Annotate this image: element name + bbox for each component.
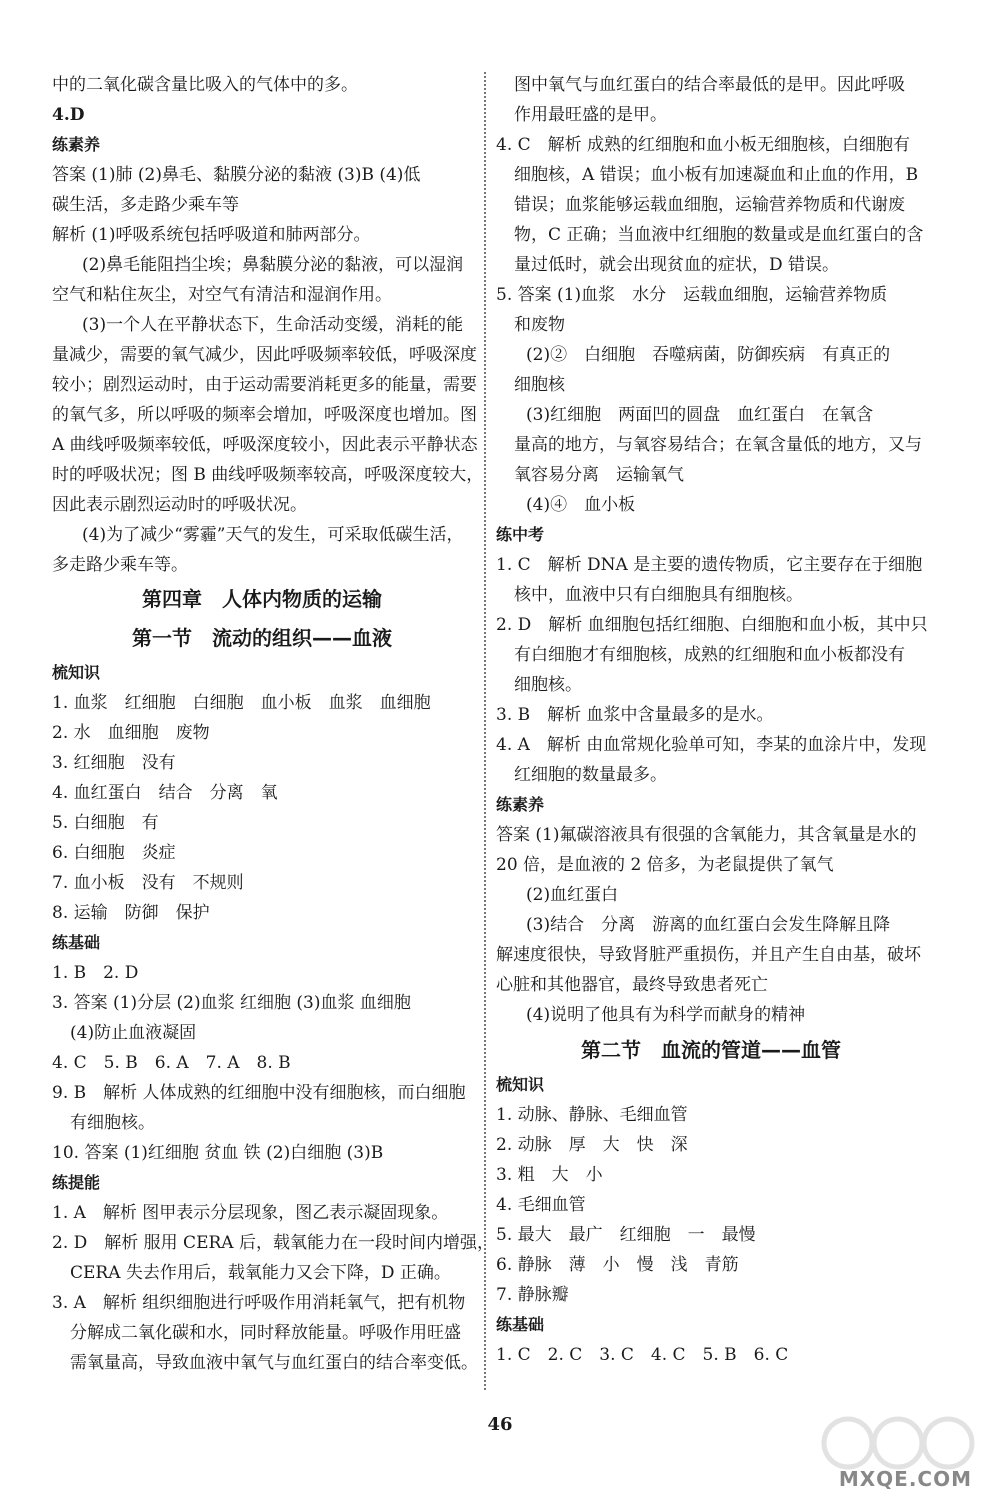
answer-line: 有白细胞才有细胞核，成熟的红细胞和血小板都没有 bbox=[514, 645, 905, 665]
answer-line: 4. 血红蛋白 结合 分离 氧 bbox=[52, 783, 278, 803]
answer-line: 细胞核，A 错误；血小板有加速凝血和止血的作用，B bbox=[514, 165, 919, 185]
exercise-section-label: 梳知识 bbox=[52, 663, 101, 682]
answer-line: 心脏和其他器官，最终导致患者死亡 bbox=[496, 975, 768, 995]
answer-line: 3. B 解析 血浆中含量最多的是水。 bbox=[496, 705, 774, 725]
answer-line: 解速度很快，导致肾脏严重损伤，并且产生自由基，破坏 bbox=[496, 945, 921, 965]
answer-line: 8. 运输 防御 保护 bbox=[52, 903, 210, 923]
answer-line: 时的呼吸状况；图 B 曲线呼吸频率较高，呼吸深度较大， bbox=[52, 465, 484, 485]
answer-line: 1. A 解析 图甲表示分层现象，图乙表示凝固现象。 bbox=[52, 1203, 449, 1223]
answer-line: 10. 答案 (1)红细胞 贫血 铁 (2)白细胞 (3)B bbox=[52, 1143, 384, 1163]
answer-line: 5. 白细胞 有 bbox=[52, 813, 159, 833]
answer-line: 6. 静脉 薄 小 慢 浅 青筋 bbox=[496, 1255, 739, 1275]
answer-line: (4)说明了他具有为科学而献身的精神 bbox=[526, 1005, 806, 1025]
answer-line: 7. 静脉瓣 bbox=[496, 1285, 569, 1305]
exercise-section-label: 练基础 bbox=[52, 933, 101, 952]
answer-line: 3. 粗 大 小 bbox=[496, 1165, 603, 1185]
answer-line: 2. D 解析 服用 CERA 后，载氧能力在一段时间内增强， bbox=[52, 1233, 494, 1253]
answer-line: 核中，血液中只有白细胞具有细胞核。 bbox=[514, 585, 803, 605]
answer-line: 2. 水 血细胞 废物 bbox=[52, 723, 210, 743]
answer-line: 图中氧气与血红蛋白的结合率最低的是甲。因此呼吸 bbox=[514, 75, 905, 95]
answer-line: (4)④ 血小板 bbox=[526, 495, 636, 515]
answer-line: 中的二氧化碳含量比吸入的气体中的多。 bbox=[52, 75, 358, 95]
answer-line: (2)血红蛋白 bbox=[526, 885, 619, 905]
answer-line: 4.D bbox=[52, 105, 85, 125]
watermark-text: MXQE.COM bbox=[838, 1467, 972, 1491]
answer-line: 1. C 2. C 3. C 4. C 5. B 6. C bbox=[496, 1345, 789, 1365]
column-divider bbox=[484, 72, 486, 1390]
answer-line: 错误；血浆能够运载血细胞，运输营养物质和代谢废 bbox=[514, 195, 905, 215]
answer-line: 2. 动脉 厚 大 快 深 bbox=[496, 1135, 688, 1155]
answer-line: 4. A 解析 由血常规化验单可知，李某的血涂片中，发现 bbox=[496, 735, 927, 755]
answer-line: 量过低时，就会出现贫血的症状，D 错误。 bbox=[514, 255, 840, 275]
exercise-section-label: 梳知识 bbox=[496, 1075, 545, 1094]
answer-line: 6. 白细胞 炎症 bbox=[52, 843, 176, 863]
answer-line: 2. D 解析 血细胞包括红细胞、白细胞和血小板，其中只 bbox=[496, 615, 928, 635]
answer-line: (3)结合 分离 游离的血红蛋白会发生降解且降 bbox=[526, 915, 891, 935]
answer-line: 作用最旺盛的是甲。 bbox=[514, 105, 667, 125]
answer-line: (2)② 白细胞 吞噬病菌，防御疾病 有真正的 bbox=[526, 345, 891, 365]
page-number: 46 bbox=[487, 1414, 513, 1435]
answer-line: 有细胞核。 bbox=[70, 1113, 155, 1133]
answer-line: 3. A 解析 组织细胞进行呼吸作用消耗氧气，把有机物 bbox=[52, 1293, 466, 1313]
answer-line: 物，C 正确；当血液中红细胞的数量或是血红蛋白的含 bbox=[514, 225, 924, 245]
answer-line: CERA 失去作用后，载氧能力又会下降，D 正确。 bbox=[70, 1263, 451, 1283]
exercise-section-label: 练基础 bbox=[496, 1315, 545, 1334]
answer-line: 空气和粘住灰尘，对空气有清洁和湿润作用。 bbox=[52, 285, 392, 305]
answer-line: A 曲线呼吸频率较低，呼吸深度较小，因此表示平静状态 bbox=[52, 435, 478, 455]
answer-line: 较小；剧烈运动时，由于运动需要消耗更多的能量，需要 bbox=[52, 375, 477, 395]
answer-line: (3)红细胞 两面凹的圆盘 血红蛋白 在氧含 bbox=[526, 405, 874, 425]
exercise-section-label: 练中考 bbox=[496, 525, 545, 544]
answer-line: 答案 (1)肺 (2)鼻毛、黏膜分泌的黏液 (3)B (4)低 bbox=[52, 165, 421, 185]
left-column bbox=[52, 70, 494, 1378]
answer-line: 红细胞的数量最多。 bbox=[514, 765, 667, 785]
exercise-section-label: 练素养 bbox=[496, 795, 545, 814]
answer-line: 3. 红细胞 没有 bbox=[52, 753, 176, 773]
answer-line: 量高的地方，与氧容易结合；在氧含量低的地方，又与 bbox=[514, 435, 922, 455]
exercise-section-label: 练素养 bbox=[52, 135, 101, 154]
answer-line: 3. 答案 (1)分层 (2)血浆 红细胞 (3)血浆 血细胞 bbox=[52, 993, 411, 1013]
right-column bbox=[496, 70, 926, 1370]
answer-line: 5. 答案 (1)血浆 水分 运载血细胞，运输营养物质 bbox=[496, 285, 888, 305]
section-heading: 第二节 血流的管道——血管 bbox=[581, 1038, 841, 1062]
answer-line: 因此表示剧烈运动时的呼吸状况。 bbox=[52, 495, 307, 515]
chapter-heading: 第四章 人体内物质的运输 bbox=[142, 587, 382, 611]
answer-line: 7. 血小板 没有 不规则 bbox=[52, 873, 244, 893]
answer-line: 量减少，需要的氧气减少，因此呼吸频率较低，呼吸深度 bbox=[52, 345, 477, 365]
answer-line: 1. 血浆 红细胞 白细胞 血小板 血浆 血细胞 bbox=[52, 693, 431, 713]
section-heading: 第一节 流动的组织——血液 bbox=[132, 626, 392, 650]
answer-line: 1. C 解析 DNA 是主要的遗传物质，它主要存在于细胞 bbox=[496, 555, 923, 575]
answer-line: 碳生活，多走路少乘车等 bbox=[52, 195, 239, 215]
answer-line: (3)一个人在平静状态下，生命活动变缓，消耗的能 bbox=[82, 315, 464, 335]
answer-line: 多走路少乘车等。 bbox=[52, 555, 188, 575]
answer-line: (2)鼻毛能阻挡尘埃；鼻黏膜分泌的黏液，可以湿润 bbox=[82, 255, 464, 275]
answer-line: 4. C 5. B 6. A 7. A 8. B bbox=[52, 1053, 291, 1073]
exercise-section-label: 练提能 bbox=[52, 1173, 101, 1192]
answer-line: 9. B 解析 人体成熟的红细胞中没有细胞核，而白细胞 bbox=[52, 1083, 466, 1103]
answer-line: (4)防止血液凝固 bbox=[70, 1023, 197, 1043]
answer-line: 4. C 解析 成熟的红细胞和血小板无细胞核，白细胞有 bbox=[496, 135, 911, 155]
answer-line: 的氧气多，所以呼吸的频率会增加，呼吸深度也增加。图 bbox=[52, 405, 477, 425]
answer-line: 1. 动脉、静脉、毛细血管 bbox=[496, 1105, 688, 1125]
answer-line: 4. 毛细血管 bbox=[496, 1195, 586, 1215]
answer-line: 解析 (1)呼吸系统包括呼吸道和肺两部分。 bbox=[52, 225, 371, 245]
answer-line: 氧容易分离 运输氧气 bbox=[514, 465, 684, 485]
answer-line: 需氧量高，导致血液中氧气与血红蛋白的结合率变低。 bbox=[70, 1353, 478, 1373]
answer-line: 分解成二氧化碳和水，同时释放能量。呼吸作用旺盛 bbox=[70, 1323, 461, 1343]
answer-line: 5. 最大 最广 红细胞 一 最慢 bbox=[496, 1225, 756, 1245]
answer-line: 1. B 2. D bbox=[52, 963, 139, 983]
answer-line: 和废物 bbox=[514, 315, 565, 335]
answer-line: 20 倍，是血液的 2 倍多，为老鼠提供了氧气 bbox=[496, 855, 834, 875]
answer-line: 细胞核 bbox=[514, 375, 565, 395]
answer-line: 答案 (1)氟碳溶液具有很强的含氧能力，其含氧量是水的 bbox=[496, 825, 917, 845]
answer-line: 细胞核。 bbox=[514, 675, 582, 695]
answer-line: (4)为了减少“雾霾”天气的发生，可采取低碳生活， bbox=[82, 525, 464, 545]
